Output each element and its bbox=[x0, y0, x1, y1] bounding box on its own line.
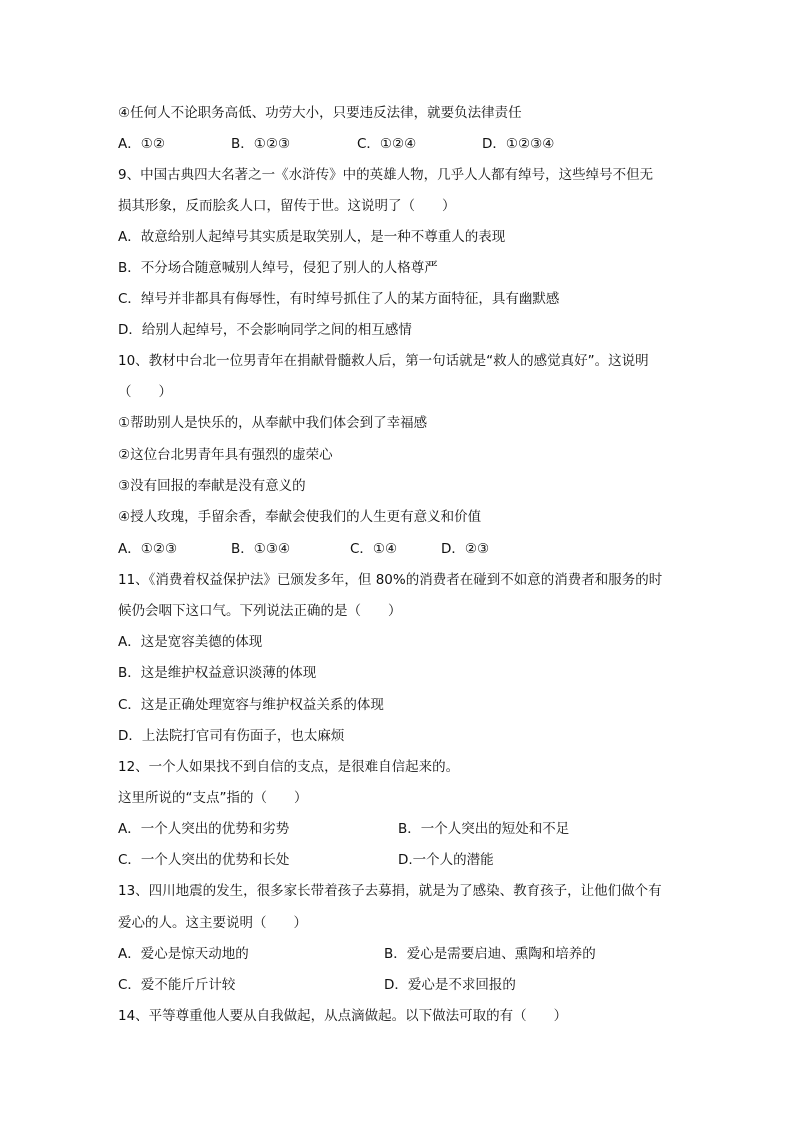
option-c: C．爱不能斤斤计较 bbox=[118, 977, 236, 993]
statement-3: ③没有回报的奉献是没有意义的 bbox=[118, 478, 306, 494]
option-b: B．①②③ bbox=[231, 136, 291, 152]
option-c: C．一个人突出的优势和长处 bbox=[118, 852, 290, 868]
question-14: 14、平等尊重他人要从自我做起，从点滴做起。以下做法可取的有（ ） bbox=[118, 1008, 568, 1024]
question-13: 13、四川地震的发生，很多家长带着孩子去募捐，就是为了感染、教育孩子，让他们做个有 bbox=[118, 883, 662, 899]
question-9: 9、中国古典四大名著之一《水浒传》中的英雄人物，几乎人人都有绰号，这些绰号不但无 bbox=[118, 167, 654, 183]
option-c: C．这是正确处理宽容与维护权益关系的体现 bbox=[118, 697, 384, 713]
statement-4: ④授人玫瑰，手留余香，奉献会使我们的人生更有意义和价值 bbox=[118, 509, 482, 525]
option-a: A．这是宽容美德的体现 bbox=[118, 634, 263, 650]
option-a: A．①②③ bbox=[118, 541, 178, 557]
question-11: 11、《消费着权益保护法》已颁发多年，但 80%的消费者在碰到不如意的消费者和服务的时 bbox=[118, 572, 663, 588]
option-d: D．爱心是不求回报的 bbox=[384, 977, 516, 993]
option-c: C．①②④ bbox=[357, 136, 417, 152]
question-12-cont: 这里所说的“支点”指的（ ） bbox=[118, 790, 308, 806]
option-b: B．①③④ bbox=[231, 541, 291, 557]
option-b: B．一个人突出的短处和不足 bbox=[398, 821, 570, 837]
option-d: D．给别人起绰号，不会影响同学之间的相互感情 bbox=[118, 322, 412, 338]
question-10-cont: （ ） bbox=[118, 384, 172, 400]
statement-4: ④任何人不论职务高低、功劳大小，只要违反法律，就要负法律责任 bbox=[118, 105, 522, 121]
statement-1: ①帮助别人是快乐的，从奉献中我们体会到了幸福感 bbox=[118, 415, 428, 431]
option-d: D．上法院打官司有伤面子，也太麻烦 bbox=[118, 728, 345, 744]
option-d: D．①②③④ bbox=[482, 136, 555, 152]
question-13-cont: 爱心的人。这主要说明（ ） bbox=[118, 915, 307, 931]
statement-2: ②这位台北男青年具有强烈的虚荣心 bbox=[118, 447, 333, 463]
question-9-cont: 损其形象，反而脍炙人口，留传于世。这说明了（ ） bbox=[118, 198, 456, 214]
option-b: B．爱心是需要启迪、熏陶和培养的 bbox=[384, 946, 596, 962]
option-b: B．这是维护权益意识淡薄的体现 bbox=[118, 665, 317, 681]
option-d: D．②③ bbox=[441, 541, 490, 557]
option-c: C．①④ bbox=[350, 541, 398, 557]
option-a: A．故意给别人起绰号其实质是取笑别人，是一种不尊重人的表现 bbox=[118, 229, 506, 245]
question-10: 10、教材中台北一位男青年在捐献骨髓救人后，第一句话就是“救人的感觉真好”。这说明 bbox=[118, 353, 649, 369]
option-a: A．爱心是惊天动地的 bbox=[118, 946, 249, 962]
question-11-cont: 候仍会咽下这口气。下列说法正确的是（ ） bbox=[118, 603, 402, 619]
option-a: A．①② bbox=[118, 136, 165, 152]
option-c: C．绰号并非都具有侮辱性，有时绰号抓住了人的某方面特征，具有幽默感 bbox=[118, 291, 560, 307]
option-d: D.一个人的潜能 bbox=[398, 852, 494, 868]
question-12: 12、一个人如果找不到自信的支点，是很难自信起来的。 bbox=[118, 759, 460, 775]
option-b: B．不分场合随意喊别人绰号，侵犯了别人的人格尊严 bbox=[118, 260, 438, 276]
option-a: A．一个人突出的优势和劣势 bbox=[118, 821, 290, 837]
